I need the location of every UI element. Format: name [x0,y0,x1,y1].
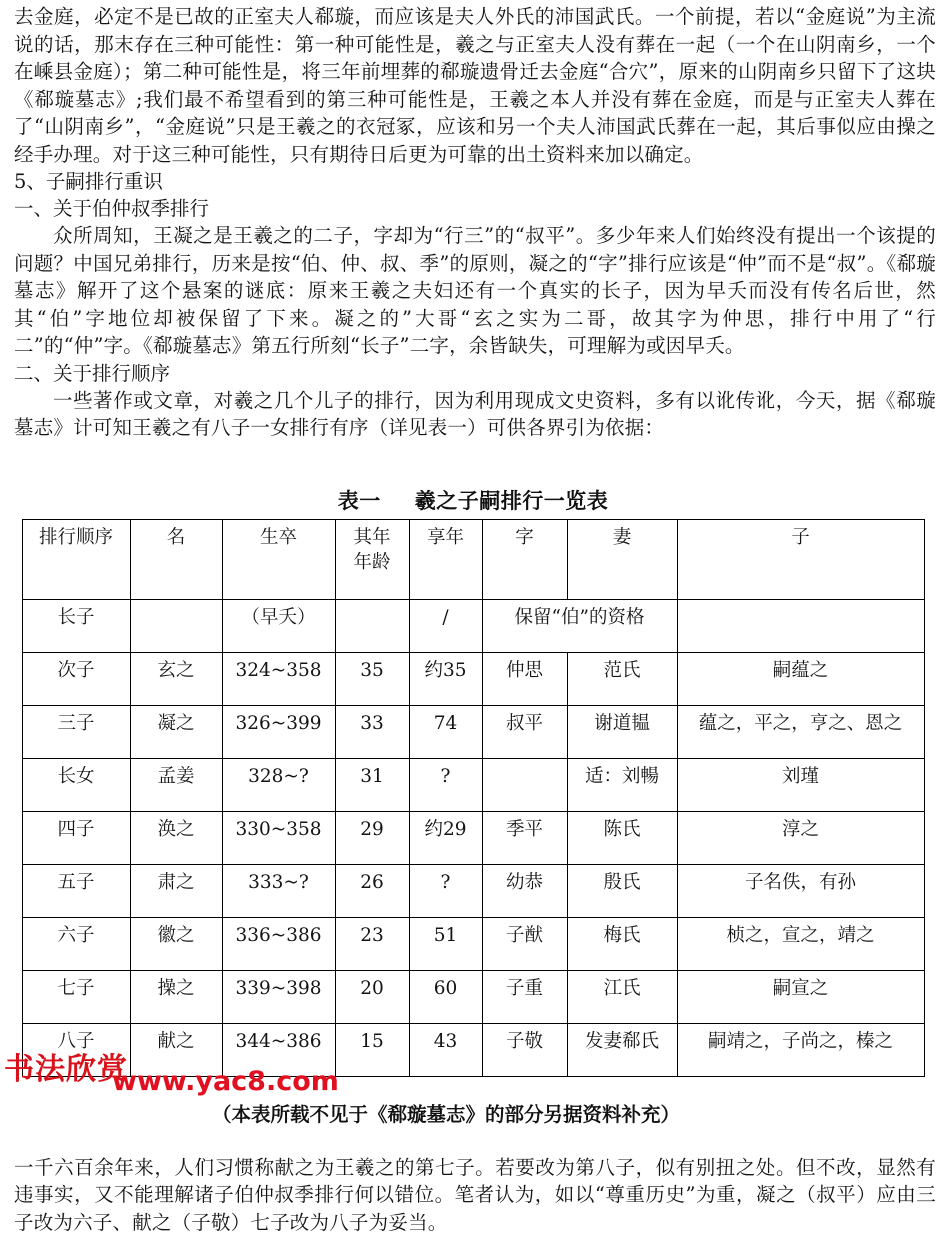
table-row [22,599,924,652]
subsection-heading-1: 一、关于伯仲叔季排行 [0,195,946,222]
cell-name: 操之 [130,970,222,1023]
cell-life: 326~399 [222,705,335,758]
cell-age: 26 [335,864,409,917]
cell-order: 三子 [22,705,130,758]
cell-zi: 仲思 [482,652,567,705]
cell-wife: 范氏 [567,652,677,705]
cell-age: 15 [335,1023,409,1076]
cell-order: 长女 [22,758,130,811]
cell-wife: 殷氏 [567,864,677,917]
cell-wife: 谢道韫 [567,705,677,758]
cell-age: 35 [335,652,409,705]
cell-sons [677,599,924,652]
cell-age: 20 [335,970,409,1023]
cell-span: 43 [409,1023,482,1076]
header-cell-sons: 子 [677,519,924,599]
cell-sons: 子名佚，有孙 [677,864,924,917]
cell-span: 约35 [409,652,482,705]
watermark-url: www.yac8.com [112,1066,339,1097]
cell-life: （早夭） [222,599,335,652]
cell-wife: 陈氏 [567,811,677,864]
table-caption-title: 羲之子嗣排行一览表 [415,488,609,513]
header-cell-name: 名 [130,519,222,599]
cell-span: / [409,599,482,652]
cell-order: 六子 [22,917,130,970]
cell-name: 献之 [130,1023,222,1076]
cell-life: 339~398 [222,970,335,1023]
cell-name: 涣之 [130,811,222,864]
cell-span: ? [409,758,482,811]
cell-life: 344~386 [222,1023,335,1076]
cell-age [335,599,409,652]
header-cell-life: 生卒 [222,519,335,599]
cell-order: 七子 [22,970,130,1023]
table-row [22,652,924,705]
header-age-line1: 其年 [339,525,406,550]
cell-name: 凝之 [130,705,222,758]
cell-name: 玄之 [130,652,222,705]
cell-life: 324~358 [222,652,335,705]
cell-wife: 江氏 [567,970,677,1023]
spacer-before-table [0,442,946,488]
cell-span: 约29 [409,811,482,864]
cell-age: 31 [335,758,409,811]
cell-sons: 嗣宣之 [677,970,924,1023]
cell-span: 60 [409,970,482,1023]
cell-name [130,599,222,652]
cell-name: 徽之 [130,917,222,970]
cell-zi: 季平 [482,811,567,864]
cell-life: 336~386 [222,917,335,970]
table-footnote: （本表所载不见于《郗璇墓志》的部分另据资料补充） [0,1077,946,1128]
section-heading: 5、子嗣排行重识 [0,168,946,195]
header-cell-zi: 字 [482,519,567,599]
cell-span: 74 [409,705,482,758]
cell-zi: 子猷 [482,917,567,970]
cell-name: 肃之 [130,864,222,917]
cell-age: 29 [335,811,409,864]
cell-sons: 蕴之，平之，亨之、恩之 [677,705,924,758]
cell-name: 孟姜 [130,758,222,811]
cell-zi: 幼恭 [482,864,567,917]
cell-order: 次子 [22,652,130,705]
cell-order: 八子 [22,1023,130,1076]
lineage-table [22,519,925,1077]
cell-zi: 子重 [482,970,567,1023]
opening-paragraph: 去金庭，必定不是已故的正室夫人郗璇，而应该是夫人外氏的沛国武氏。一个前提，若以“金庭说”为主流说的话，那末存在三种可能性：第一种可能性是，羲之与正室夫人没有葬在一起（一个在山阴南乡，一个在嵊县金庭）；第二种可能性是，将三年前埋葬的郗璇遗骨迁去金庭“合穴”，原来的山阴南乡只留下了这块《郗璇墓志》;我们最不希望看到的第三种可能性是，王羲之本人并没有葬在金庭，而是与正室夫人葬在了“山阴南乡”，“金庭说”只是王羲之的衣冠冢，应该和另一个夫人沛国武氏葬在一起，其后事似应由操之经手办理。对于这三种可能性，只有期待日后更为可靠的出土资料来加以确定。 [0,0,946,168]
table-row [22,705,924,758]
cell-age: 33 [335,705,409,758]
header-age-line2: 年龄 [339,550,406,575]
cell-sons: 淳之 [677,811,924,864]
table-header-row [22,519,924,599]
table-row [22,758,924,811]
watermark-text: 书法欣赏 [4,1044,128,1088]
subsection-heading-2: 二、关于排行顺序 [0,360,946,387]
cell-zi [482,758,567,811]
cell-life: 333~? [222,864,335,917]
table-row [22,917,924,970]
cell-order: 长子 [22,599,130,652]
cell-wife: 梅氏 [567,917,677,970]
header-cell-wife: 妻 [567,519,677,599]
cell-span: ? [409,864,482,917]
cell-zi: 叔平 [482,705,567,758]
header-cell-order: 排行顺序 [22,519,130,599]
cell-sons: 嗣蕴之 [677,652,924,705]
table-row [22,970,924,1023]
table-caption [0,488,946,519]
cell-sons: 嗣靖之，子尚之，榛之 [677,1023,924,1076]
spacer-after-table [0,1128,946,1154]
cell-sons: 刘瑾 [677,758,924,811]
table-row [22,811,924,864]
cell-zi: 子敬 [482,1023,567,1076]
closing-paragraph: 一千六百余年来，人们习惯称献之为王羲之的第七子。若要改为第八子，似有别扭之处。但不改，显然有违事实，又不能理解诸子伯仲叔季排行何以错位。笔者认为，如以“尊重历史”为重，凝之（叔平）应由三子改为六子、献之（子敬）七子改为八子为妥当。 [0,1154,946,1236]
cell-zi-wife-merged: 保留“伯”的资格 [482,599,677,652]
cell-wife: 适：刘暢 [567,758,677,811]
header-cell-span: 享年 [409,519,482,599]
cell-sons: 桢之，宣之，靖之 [677,917,924,970]
cell-order: 五子 [22,864,130,917]
cell-age: 23 [335,917,409,970]
subsection-paragraph-2: 一些著作或文章，对羲之几个儿子的排行，因为利用现成文史资料，多有以讹传讹，今天，据《郗璇墓志》计可知王羲之有八子一女排行有序（详见表一）可供各界引为依据： [0,387,946,442]
cell-span: 51 [409,917,482,970]
table-row [22,864,924,917]
cell-wife: 发妻郗氏 [567,1023,677,1076]
subsection-paragraph-1: 众所周知，王凝之是王羲之的二子，字却为“行三”的“叔平”。多少年来人们始终没有提出一个该提的问题？中国兄弟排行，历来是按“伯、仲、叔、季”的原则，凝之的“字”排行应该是“仲”而不是“叔”。《郗璇墓志》解开了这个悬案的谜底：原来王羲之夫妇还有一个真实的长子，因为早夭而没有传名后世，然其“伯”字地位却被保留了下来。凝之的”大哥“玄之实为二哥，故其字为仲思，排行中用了“行二”的“仲”字。《郗璇墓志》第五行所刻“长子”二字，余皆缺失，可理解为或因早夭。 [0,222,946,360]
table-row [22,1023,924,1076]
cell-life: 330~358 [222,811,335,864]
cell-order: 四子 [22,811,130,864]
cell-life: 328~? [222,758,335,811]
table-caption-label: 表一 [338,488,381,513]
header-cell-age [335,519,409,599]
